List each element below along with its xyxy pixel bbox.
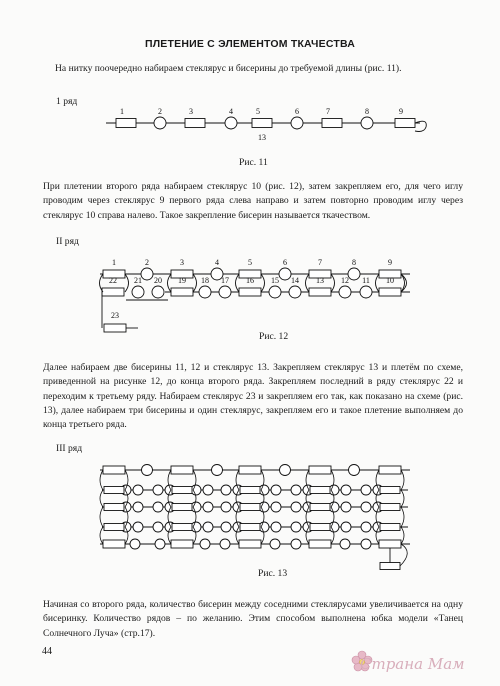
round-bead — [133, 502, 143, 512]
watermark-text: Страна Мам — [360, 655, 465, 673]
bead-number: 10 — [386, 276, 394, 285]
bead-number: 9 — [399, 107, 403, 116]
bugle-bead — [310, 487, 330, 494]
thread-loop — [401, 527, 404, 544]
bead-number: 14 — [291, 276, 299, 285]
row1-label: 1 ряд — [56, 96, 78, 107]
bead-number: 19 — [178, 276, 186, 285]
page-number: 44 — [42, 646, 52, 657]
bead-number: 4 — [215, 258, 219, 267]
fig11-caption: Рис. 11 — [239, 157, 268, 168]
bugle-bead — [380, 504, 400, 511]
round-bead — [291, 502, 301, 512]
bugle-bead — [104, 487, 124, 494]
round-bead — [361, 502, 371, 512]
bugle-bead — [240, 504, 260, 511]
section-title: ПЛЕТЕНИЕ С ЭЛЕМЕНТОМ ТКАЧЕСТВА — [144, 38, 355, 50]
bugle-bead — [172, 524, 192, 531]
round-bead — [153, 522, 163, 532]
round-bead — [341, 522, 351, 532]
bugle-bead — [104, 504, 124, 511]
bead-number: 15 — [271, 276, 279, 285]
bugle-bead — [103, 466, 125, 474]
bead-number: 21 — [134, 276, 142, 285]
bugle-bead — [309, 540, 331, 548]
bead-number: 3 — [180, 258, 184, 267]
round-bead — [212, 465, 223, 476]
round-bead — [291, 522, 301, 532]
row2-label: II ряд — [56, 236, 79, 247]
bugle-bead — [310, 524, 330, 531]
fig13-beads — [100, 465, 410, 570]
paragraph-2: При плетении второго ряда набираем стеклярус 10 (рис. 12), затем закрепляем его, для чего иглу проводим через стеклярус 9 первого ряда слева направо и затем повторно проводим иглу через стеклярус 10 справа налево. Такое закрепление бисерин называется ткачеством. — [43, 181, 463, 221]
bugle-bead — [310, 504, 330, 511]
bugle-bead — [380, 524, 400, 531]
round-bead — [259, 522, 269, 532]
bugle-bead — [380, 563, 400, 570]
bead-number: 1 — [112, 258, 116, 267]
round-bead — [133, 522, 143, 532]
bugle-bead — [172, 504, 192, 511]
bugle-bead — [171, 540, 193, 548]
round-bead — [329, 502, 339, 512]
bead-number: 23 — [111, 311, 119, 320]
round-bead — [200, 539, 210, 549]
fig13-caption: Рис. 13 — [258, 568, 288, 579]
bead-number: 7 — [318, 258, 322, 267]
bugle-bead — [379, 540, 401, 548]
round-bead — [329, 485, 339, 495]
thread-loop — [401, 507, 404, 527]
bugle-bead — [240, 524, 260, 531]
round-bead — [259, 485, 269, 495]
bugle-bead — [379, 466, 401, 474]
round-bead — [361, 539, 371, 549]
bead-number: 4 — [229, 107, 233, 116]
round-bead — [361, 522, 371, 532]
bead-number: 2 — [145, 258, 149, 267]
bugle-bead — [171, 466, 193, 474]
round-bead — [270, 539, 280, 549]
round-bead — [291, 539, 301, 549]
bead-number: 7 — [326, 107, 330, 116]
bead-number: 6 — [283, 258, 287, 267]
paragraph-4: Начиная со второго ряда, количество бисерин между соседними стеклярусами увеличивается на одну бисеринку. Количество рядов – по желанию. Этим способом выполнена юбка модели «Танец Солнечного Луча» (стр.17). — [43, 599, 463, 639]
bead-number: 3 — [189, 107, 193, 116]
round-bead — [203, 522, 213, 532]
bugle-bead — [309, 466, 331, 474]
bead-number: 12 — [341, 276, 349, 285]
bead-number: 8 — [352, 258, 356, 267]
round-bead — [341, 485, 351, 495]
bead-number-sub: 13 — [258, 133, 266, 142]
round-bead — [153, 502, 163, 512]
round-bead — [220, 539, 230, 549]
round-bead — [221, 502, 231, 512]
bugle-bead — [380, 487, 400, 494]
bead-number: 11 — [362, 276, 370, 285]
round-bead — [280, 465, 291, 476]
round-bead — [291, 485, 301, 495]
round-bead — [191, 522, 201, 532]
round-bead — [130, 539, 140, 549]
bugle-bead — [239, 466, 261, 474]
bugle-bead — [103, 540, 125, 548]
round-bead — [191, 502, 201, 512]
round-bead — [349, 465, 360, 476]
round-bead — [221, 485, 231, 495]
bead-number: 16 — [246, 276, 254, 285]
round-bead — [271, 485, 281, 495]
round-bead — [191, 485, 201, 495]
bead-number: 8 — [365, 107, 369, 116]
round-bead — [133, 485, 143, 495]
bead-number: 13 — [316, 276, 324, 285]
bead-number: 17 — [221, 276, 229, 285]
round-bead — [271, 522, 281, 532]
bugle-bead — [172, 487, 192, 494]
round-bead — [271, 502, 281, 512]
round-bead — [341, 502, 351, 512]
intro-paragraph: На нитку поочередно набираем стеклярус и бисерины до требуемой длины (рис. 11). — [55, 63, 402, 74]
bugle-bead — [104, 524, 124, 531]
thread-loop — [100, 507, 103, 527]
fig12-caption: Рис. 12 — [259, 331, 289, 342]
bead-number: 1 — [120, 107, 124, 116]
round-bead — [153, 485, 163, 495]
round-bead — [203, 485, 213, 495]
row3-label: III ряд — [56, 443, 83, 454]
bead-number: 2 — [158, 107, 162, 116]
round-bead — [203, 502, 213, 512]
bead-number: 20 — [154, 276, 162, 285]
round-bead — [142, 465, 153, 476]
bead-number: 18 — [201, 276, 209, 285]
round-bead — [361, 485, 371, 495]
paragraph-3: Далее набираем две бисерины 11, 12 и стеклярус 13. Закрепляем стеклярус 13 и плетём по схеме, приведенной на рисунке 12, до конца второго ряда. Закрепляем последний в ряду стеклярус 22 и переходим к третьему ряду. Набираем стеклярус 23 и закрепляем его так, как показано на схеме (рис. 13), далее набираем три бисерины и один стеклярус, закрепляем его и такое плетение выполняем до конца третьего ряда. — [43, 362, 463, 431]
round-bead — [155, 539, 165, 549]
thread-loop — [100, 490, 103, 507]
thread-loop — [401, 470, 404, 490]
bead-number: 22 — [109, 276, 117, 285]
bead-number: 9 — [388, 258, 392, 267]
bugle-bead — [240, 487, 260, 494]
round-bead — [340, 539, 350, 549]
round-bead — [259, 502, 269, 512]
round-bead — [329, 522, 339, 532]
bead-number: 5 — [248, 258, 252, 267]
thread-loop — [401, 490, 404, 507]
bead-number: 5 — [256, 107, 260, 116]
round-bead — [221, 522, 231, 532]
bugle-bead — [239, 540, 261, 548]
bead-number: 6 — [295, 107, 299, 116]
